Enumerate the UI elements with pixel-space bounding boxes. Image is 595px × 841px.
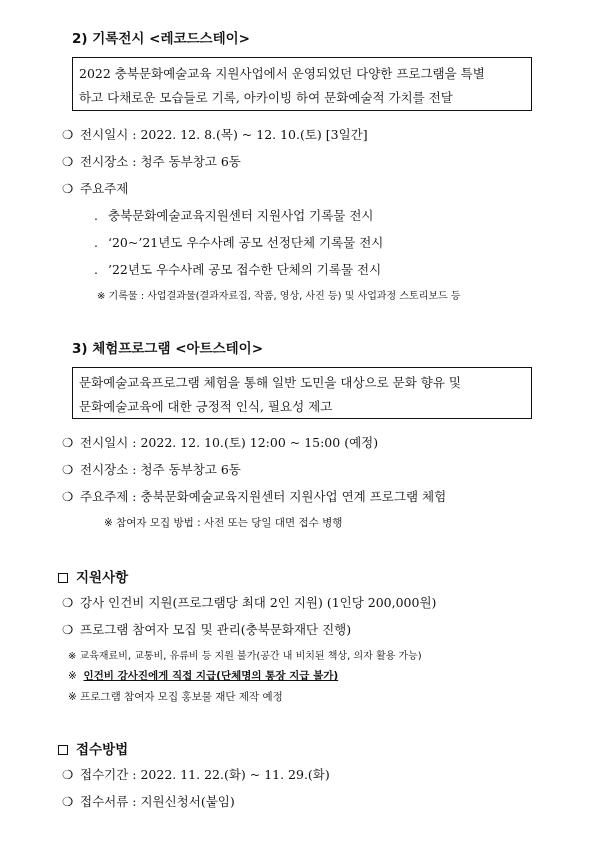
dash-icon: . [94,235,98,250]
bullet-icon: ❍ [62,489,74,504]
apply-heading: 접수방법 [58,738,128,758]
summary-line: 2022 충북문화예술교육 지원사업에서 운영되었던 다양한 프로그램을 특별 [79,66,485,81]
list-item: ❍ 전시일시 : 2022. 12. 8.(목) ~ 12. 10.(토) [3일간] [62,127,368,142]
support-note: ※ 프로그램 참여자 모집 홍보물 재단 제작 예정 [68,691,283,703]
summary-line: 문화예술교육에 대한 긍정적 인식, 필요성 제고 [79,399,333,414]
summary-line: 문화예술교육프로그램 체험을 통해 일반 도민을 대상으로 문화 향유 및 [79,375,461,390]
section-3-summary-box [72,367,532,419]
list-item: ❍ 주요주제 : 충북문화예술교육지원센터 지원사업 연계 프로그램 체험 [62,489,447,504]
support-note: ※ 교육재료비, 교통비, 유류비 등 지원 불가(공간 내 비치된 책상, 의자 활용 가능) [68,651,422,662]
list-item: ❍ 접수기간 : 2022. 11. 22.(화) ~ 11. 29.(화) [62,767,330,782]
theme-item: . ‘20~’21년도 우수사례 공모 선정단체 기록물 전시 [94,235,384,250]
list-item: ❍ 전시일시 : 2022. 12. 10.(토) 12:00 ~ 15:00 (예정) [62,435,379,450]
list-item: ❍ 강사 인건비 지원(프로그램당 최대 2인 지원) (1인당 200,000원) [62,595,437,610]
square-icon [58,745,68,755]
bullet-icon: ❍ [62,767,74,782]
list-item: ❍ 전시장소 : 청주 동부창고 6동 [62,154,241,169]
theme-item: . ’22년도 우수사례 공모 접수한 단체의 기록물 전시 [94,262,382,277]
bullet-icon: ❍ [62,127,74,142]
theme-item: . 충북문화예술교육지원센터 지원사업 기록물 전시 [94,208,374,223]
list-item: ❍ 전시장소 : 청주 동부창고 6동 [62,462,241,477]
list-item: ❍ 접수서류 : 지원신청서(붙임) [62,794,235,809]
bullet-icon: ❍ [62,595,74,610]
summary-line: 하고 다채로운 모습들로 기록, 아카이빙 하여 문화예술적 가치를 전달 [79,90,453,105]
dash-icon: . [94,208,98,223]
bullet-icon: ❍ [62,794,74,809]
bullet-icon: ❍ [62,435,74,450]
section-2-heading: 2) 기록전시 <레코드스테이> [72,31,250,47]
list-item: ❍ 주요주제 [62,181,129,196]
dash-icon: . [94,262,98,277]
list-item: ❍ 프로그램 참여자 모집 및 관리(충북문화재단 진행) [62,622,352,637]
bullet-icon: ❍ [62,622,74,637]
section-2-summary-box [72,57,532,111]
support-heading: 지원사항 [58,566,128,586]
support-note-emphasis: ※ 인건비 강사진에게 직접 지급(단체명의 통장 지급 불가) [68,670,339,682]
bullet-icon: ❍ [62,181,74,196]
section-2-note: ※ 기록물 : 사업결과물(결과자료집, 작품, 영상, 사진 등) 및 사업과정 스토리보드 등 [97,291,461,302]
square-icon [58,573,68,583]
bullet-icon: ❍ [62,462,74,477]
bullet-icon: ❍ [62,154,74,169]
section-3-note: ※ 참여자 모집 방법 : 사전 또는 당일 대면 접수 병행 [104,517,343,529]
section-3-heading: 3) 체험프로그램 <아트스테이> [72,341,264,357]
